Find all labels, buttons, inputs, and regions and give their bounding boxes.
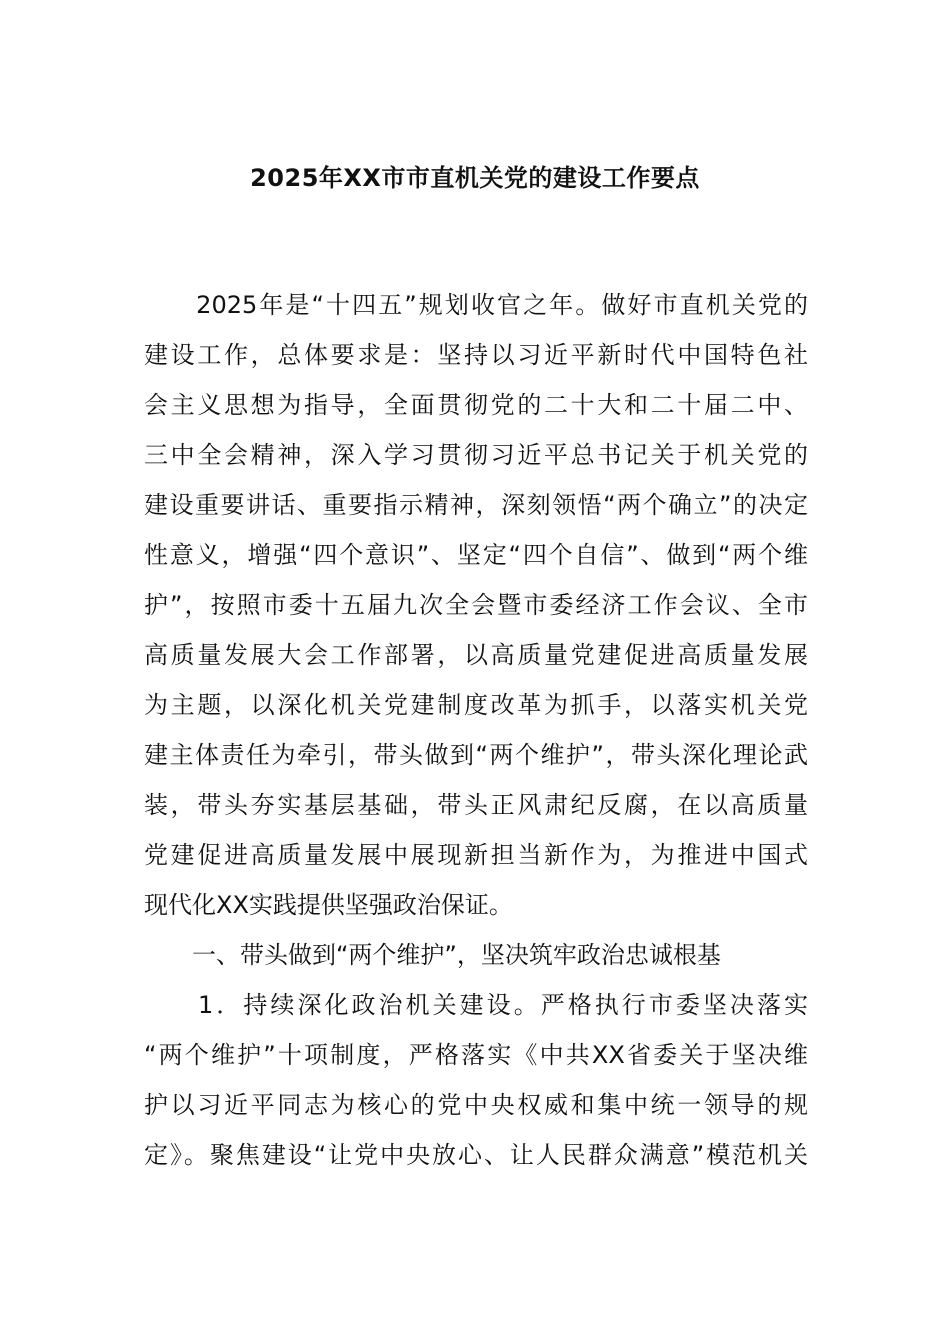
body-line: 现代化XX实践提供坚强政治保证。	[144, 891, 513, 919]
document-body	[144, 280, 808, 1180]
body-line: 一、带头做到“两个维护”，坚决筑牢政治忠诚根基	[144, 941, 721, 969]
body-line: 性意义，增强“四个意识”、坚定“四个自信”、做到“两个维	[144, 541, 808, 569]
body-line: 党建促进高质量发展中展现新担当新作为，为推进中国式	[144, 841, 808, 869]
body-line: 会主义思想为指导，全面贯彻党的二十大和二十届二中、	[144, 391, 808, 419]
body-line: 建设重要讲话、重要指示精神，深刻领悟“两个确立”的决定	[144, 491, 808, 519]
body-line: 建主体责任为牵引，带头做到“两个维护”，带头深化理论武	[144, 741, 808, 769]
body-line: 为主题，以深化机关党建制度改革为抓手，以落实机关党	[144, 691, 808, 719]
body-line: 定》。聚焦建设“让党中央放心、让人民群众满意”模范机关	[144, 1141, 808, 1169]
body-line: 建设工作，总体要求是：坚持以习近平新时代中国特色社	[144, 341, 808, 369]
body-line: 2025年是“十四五”规划收官之年。做好市直机关党的	[144, 291, 808, 319]
body-line: 护以习近平同志为核心的党中央权威和集中统一领导的规	[144, 1091, 808, 1119]
body-line: 护”，按照市委十五届九次全会暨市委经济工作会议、全市	[144, 591, 808, 619]
document-title: 2025年XX市市直机关党的建设工作要点	[250, 164, 700, 192]
body-line: 装，带头夯实基层基础，带头正风肃纪反腐，在以高质量	[144, 791, 808, 819]
body-line: “两个维护”十项制度，严格落实《中共XX省委关于坚决维	[144, 1041, 808, 1069]
body-line: 高质量发展大会工作部署，以高质量党建促进高质量发展	[144, 641, 808, 669]
body-line: 1．持续深化政治机关建设。严格执行市委坚决落实	[144, 991, 808, 1019]
body-line: 三中全会精神，深入学习贯彻习近平总书记关于机关党的	[144, 441, 808, 469]
